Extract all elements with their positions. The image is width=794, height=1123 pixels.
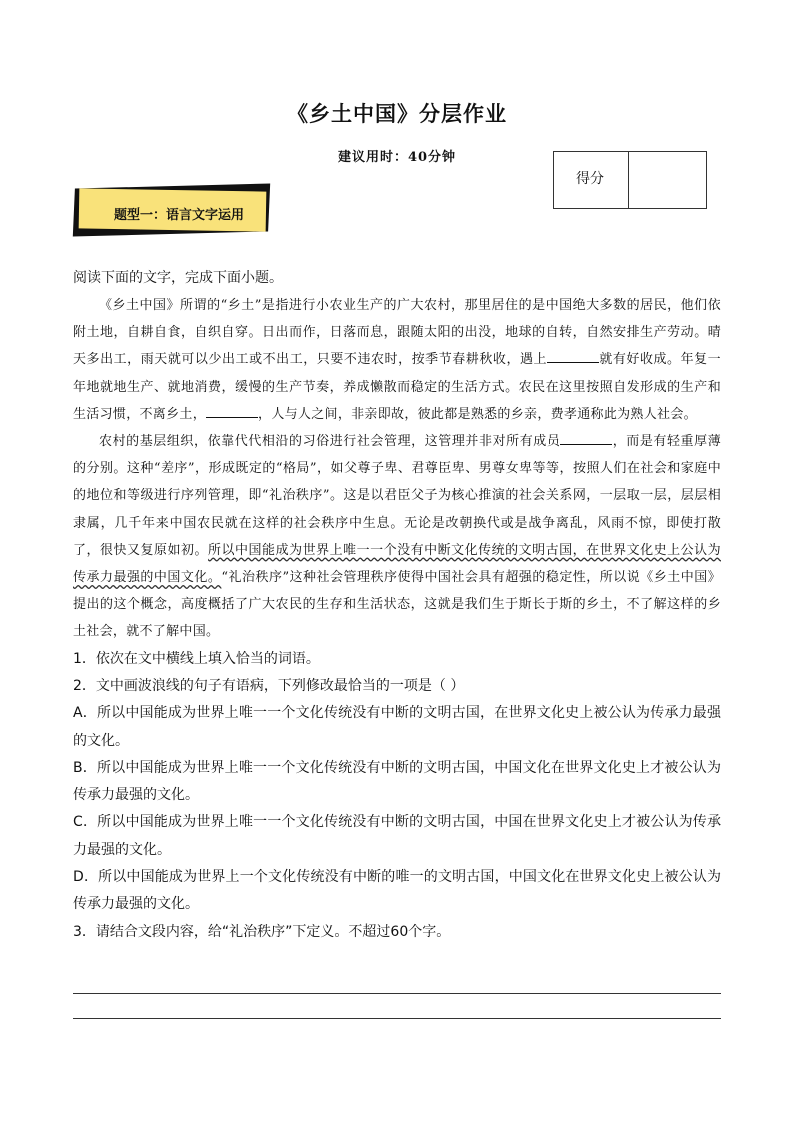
answer-line-2[interactable] xyxy=(73,1018,721,1019)
option-a[interactable]: A．所以中国能成为世界上唯一一个文化传统没有中断的文明古国，在世界文化史上被公认为传承力最强的文化。 xyxy=(73,705,721,749)
passage-text: ，人与人之间，非亲即故，彼此都是熟悉的乡亲，费孝通称此为熟人社会。 xyxy=(258,406,697,422)
answer-line-1[interactable] xyxy=(73,993,721,994)
section-banner xyxy=(74,186,269,234)
section-banner-label: 题型一：语言文字运用 xyxy=(114,208,245,223)
suggested-time: 建议用时：40分钟 xyxy=(337,150,457,165)
instruction: 阅读下面的文字，完成下面小题。 xyxy=(73,270,283,286)
passage-text: ，而是有轻重厚薄的分别。这种“差序”，形成既定的“格局”，如父尊子卑、君尊臣卑、男尊女卑等等，按照人们在社会和家庭中的地位和等级进行序列管理，即“礼治秩序”。这是以君臣父子为核心推演的社会关系网，一层取一层，层层相隶属，几千年来中国农民就在这样的社会秩序中生息。无论是改朝换代或是战争离乱，风雨不惊，即使打散了，很快又复原如初。 xyxy=(73,434,721,558)
score-value-field[interactable] xyxy=(629,152,704,208)
fill-blank-2[interactable] xyxy=(206,403,258,418)
fill-blank-3[interactable] xyxy=(560,430,612,445)
option-c[interactable]: C．所以中国能成为世界上唯一一个文化传统没有中断的文明古国，中国在世界文化史上才被公认为传承力最强的文化。 xyxy=(73,814,721,858)
page-title: 《乡土中国》分层作业 xyxy=(287,102,507,126)
question-2: 2．文中画波浪线的句子有语病，下列修改最恰当的一项是（ ） xyxy=(73,677,465,694)
question-1: 1．依次在文中横线上填入恰当的词语。 xyxy=(73,650,320,667)
passage-text: “礼治秩序”这种社会管理秩序使得中国社会具有超强的稳定性，所以说《乡土中国》提出的这个概念，高度概括了广大农民的生存和生活状态，这就是我们生于斯长于斯的乡土，不了解这样的乡土社会，就不了解中国。 xyxy=(73,570,721,640)
wavy-underlined-sentence: 所以中国能成为世界上唯一一个没有中断文化传统的文明古国，在世界文化史上公认为传承力最强的中国文化。 xyxy=(73,542,721,586)
passage-text: 农村的基层组织，依靠代代相沿的习俗进行社会管理，这管理并非对所有成员 xyxy=(99,434,561,450)
passage-paragraph-2 xyxy=(73,428,721,646)
option-b[interactable]: B．所以中国能成为世界上唯一一个文化传统没有中断的文明古国，中国文化在世界文化史上才被公认为传承力最强的文化。 xyxy=(73,759,721,804)
option-d[interactable]: D．所以中国能成为世界上一个文化传统没有中断的唯一的文明古国，中国文化在世界文化史上被公认为传承力最强的文化。 xyxy=(73,869,721,913)
fill-blank-1[interactable] xyxy=(547,348,599,363)
question-3: 3．请结合文段内容，给“礼治秩序”下定义。不超过60个字。 xyxy=(73,923,451,940)
passage-paragraph-1 xyxy=(73,292,721,428)
passage-text: 《乡土中国》所谓的“乡土”是指进行小农业生产的广大农村，那里居住的是中国绝大多数的居民，他们依附土地，自耕自食，自织自穿。日出而作，日落而息，跟随太阳的出没，地球的自转，自然安排生产劳动。晴天多出工，雨天就可以少出工或不出工，只要不违农时，按季节春耕秋收，遇上 xyxy=(73,298,721,368)
reading-content xyxy=(73,265,721,946)
score-label: 得分 xyxy=(554,152,629,208)
passage-text: 就有好收成。年复一年地就地生产、就地消费，缓慢的生产节奏，养成懒散而稳定的生活方式。农民在这里按照自发形成的生产和生活习惯，不离乡土， xyxy=(73,352,721,422)
score-box xyxy=(553,151,707,209)
